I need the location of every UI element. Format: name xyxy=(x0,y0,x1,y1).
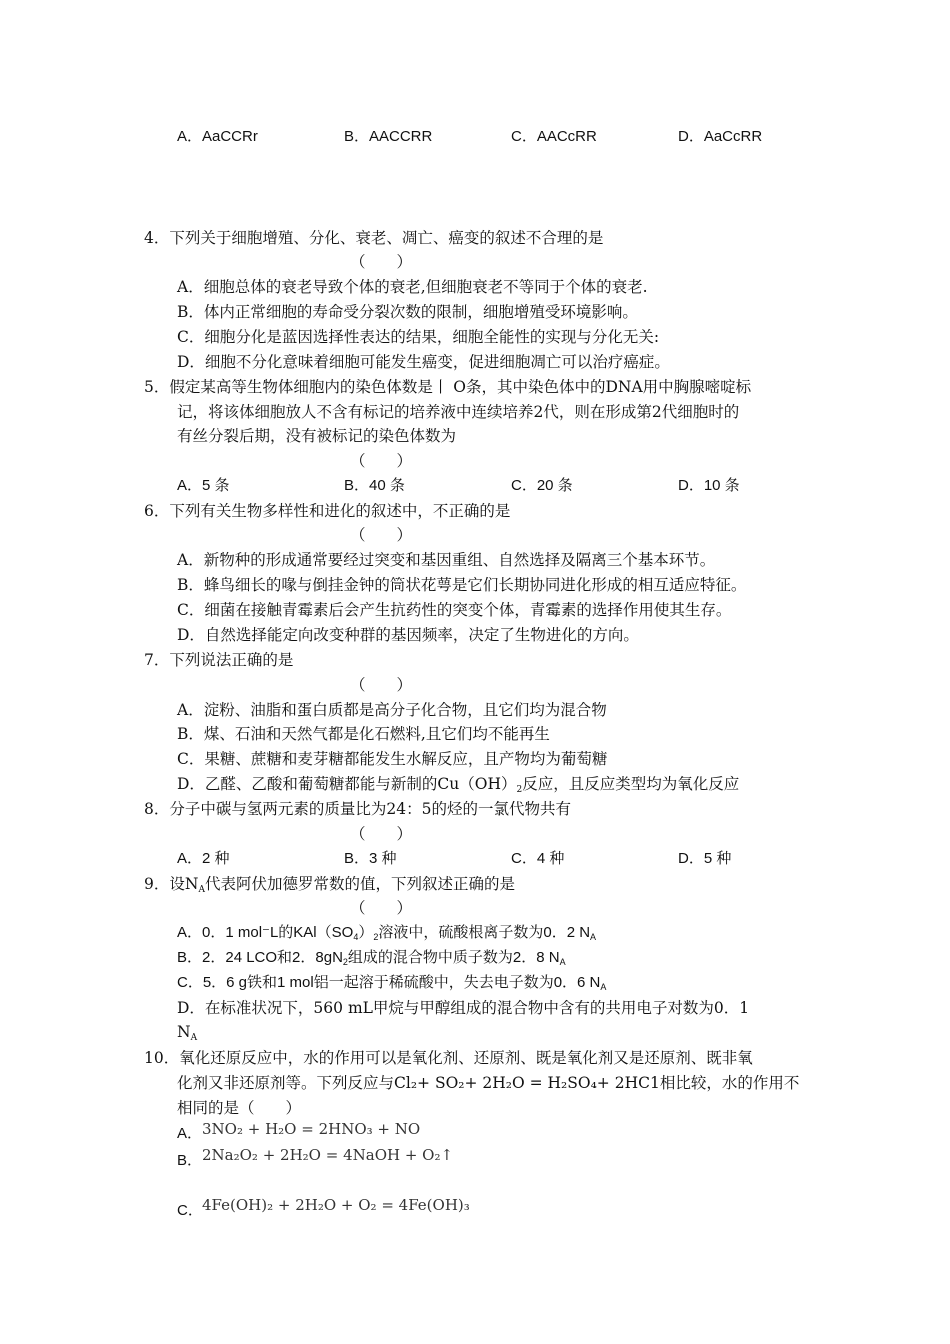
q7-option-a: A．淀粉、油脂和蛋白质都是高分子化合物，且它们均为混合物 xyxy=(177,701,607,719)
q7-option-b: B．煤、石油和天然气都是化石燃料,且它们均不能再生 xyxy=(177,725,550,743)
q9-option-b: B．2．24 LCO和2．$8gN_2$组成的混合物中质子数为2．8 $N_A$ xyxy=(177,949,566,967)
q4-stem: 4．下列关于细胞增殖、分化、衰老、凋亡、癌变的叙述不合理的是 xyxy=(144,229,604,247)
q10-option-a-label: A． xyxy=(177,1125,203,1142)
q8-option-d: D．5 种 xyxy=(678,850,732,867)
q5-stem-line1: 5．假定某高等生物体细胞内的染色体数是丨 O条，其中染色体中的DNA用中胸腺嘧啶标 xyxy=(144,378,752,396)
q9-option-c: C．5．6 g铁和1 mol铝一起溶于稀硫酸中，失去电子数为0．6 $N_A$ xyxy=(177,974,607,992)
q9-option-d-line2: $N_A$ xyxy=(177,1023,198,1043)
q10-option-a-equation: 3NO₂ + H₂O = 2HNO₃ + NO xyxy=(202,1120,421,1138)
q10-option-c-equation: 4Fe(OH)₂ + 2H₂O + O₂ = 4Fe(OH)₃ xyxy=(202,1196,470,1214)
q5-answer-paren: （ ） xyxy=(350,452,413,470)
q10-option-c-label: C． xyxy=(177,1202,203,1219)
q8-option-a: A．2 种 xyxy=(177,850,230,867)
q8-option-c: C．4 种 xyxy=(511,850,565,867)
q6-option-d: D．自然选择能定向改变种群的基因频率，决定了生物进化的方向。 xyxy=(177,626,639,644)
q7-answer-paren: （ ） xyxy=(350,676,413,694)
q6-stem: 6．下列有关生物多样性和进化的叙述中，不正确的是 xyxy=(144,502,511,520)
q8-answer-paren: （ ） xyxy=(350,825,413,843)
q6-option-a: A．新物种的形成通常要经过突变和基因重组、自然选择及隔离三个基本环节。 xyxy=(177,551,716,569)
q6-option-c: C．细菌在接触青霉素后会产生抗药性的突变个体，青霉素的选择作用使其生存。 xyxy=(177,601,732,619)
q6-answer-paren: （ ） xyxy=(350,526,413,544)
q10-stem-line2: 化剂又非还原剂等。下列反应与Cl₂+ SO₂+ 2H₂O = H₂SO₄+ 2HC1相比较，水的作用不 xyxy=(177,1074,800,1092)
q6-option-b: B．蜂鸟细长的喙与倒挂金钟的筒状花萼是它们长期协同进化形成的相互适应特征。 xyxy=(177,576,747,594)
q4-option-a: A．细胞总体的衰老导致个体的衰老,但细胞衰老不等同于个体的衰老. xyxy=(177,278,648,296)
q4-answer-paren: （ ） xyxy=(350,253,413,271)
q10-stem-line3: 相同的是（ ） xyxy=(177,1099,302,1117)
q10-stem-line1: 10．氧化还原反应中，水的作用可以是氧化剂、还原剂、既是氧化剂又是还原剂、既非氧 xyxy=(144,1049,753,1067)
q8-stem: 8．分子中碳与氢两元素的质量比为24：5的烃的一氯代物共有 xyxy=(144,800,571,818)
q10-option-b-equation: 2Na₂O₂ + 2H₂O = 4NaOH + O₂↑ xyxy=(202,1146,454,1164)
q7-stem: 7．下列说法正确的是 xyxy=(144,651,294,669)
q9-stem: 9．设$N_A$代表阿伏加德罗常数的值，下列叙述正确的是 xyxy=(144,875,515,895)
q3-option-c: C．AACcRR xyxy=(511,128,597,145)
q4-option-d: D．细胞不分化意味着细胞可能发生癌变，促进细胞凋亡可以治疗癌症。 xyxy=(177,353,670,371)
q4-option-b: B．体内正常细胞的寿命受分裂次数的限制，细胞增殖受环境影响。 xyxy=(177,303,638,321)
q9-option-d-line1: D．在标准状况下，560 mL甲烷与甲醇组成的混合物中含有的共用电子对数为0．1 xyxy=(177,999,750,1017)
q3-option-a: A．AaCCRr xyxy=(177,128,258,145)
q5-option-c: C．20 条 xyxy=(511,477,573,494)
q10-option-b-label: B． xyxy=(177,1152,203,1169)
q5-option-d: D．10 条 xyxy=(678,477,740,494)
q9-option-a: A．0．1 mol⁻L的$KAl(SO_4)_2$溶液中，硫酸根离子数为0．2 $N_A$ xyxy=(177,924,597,942)
q3-option-b: B．AACCRR xyxy=(344,128,433,145)
q7-option-d: D．乙醛、乙酸和葡萄糖都能与新制的$Cu(OH)_2$反应，且反应类型均为氧化反应 xyxy=(177,775,740,795)
q5-option-a: A．5 条 xyxy=(177,477,230,494)
q5-option-b: B．40 条 xyxy=(344,477,405,494)
q9-answer-paren: （ ） xyxy=(350,899,413,917)
q3-option-d: D．AaCcRR xyxy=(678,128,763,145)
q7-option-c: C．果糖、蔗糖和麦芽糖都能发生水解反应，且产物均为葡萄糖 xyxy=(177,750,608,768)
q4-option-c: C．细胞分化是蓝因选择性表达的结果，细胞全能性的实现与分化无关: xyxy=(177,328,660,346)
q8-option-b: B．3 种 xyxy=(344,850,397,867)
q5-stem-line2: 记，将该体细胞放人不含有标记的培养液中连续培养2代，则在形成第2代细胞时的 xyxy=(177,403,740,421)
q5-stem-line3: 有丝分裂后期，没有被标记的染色体数为 xyxy=(177,427,457,445)
